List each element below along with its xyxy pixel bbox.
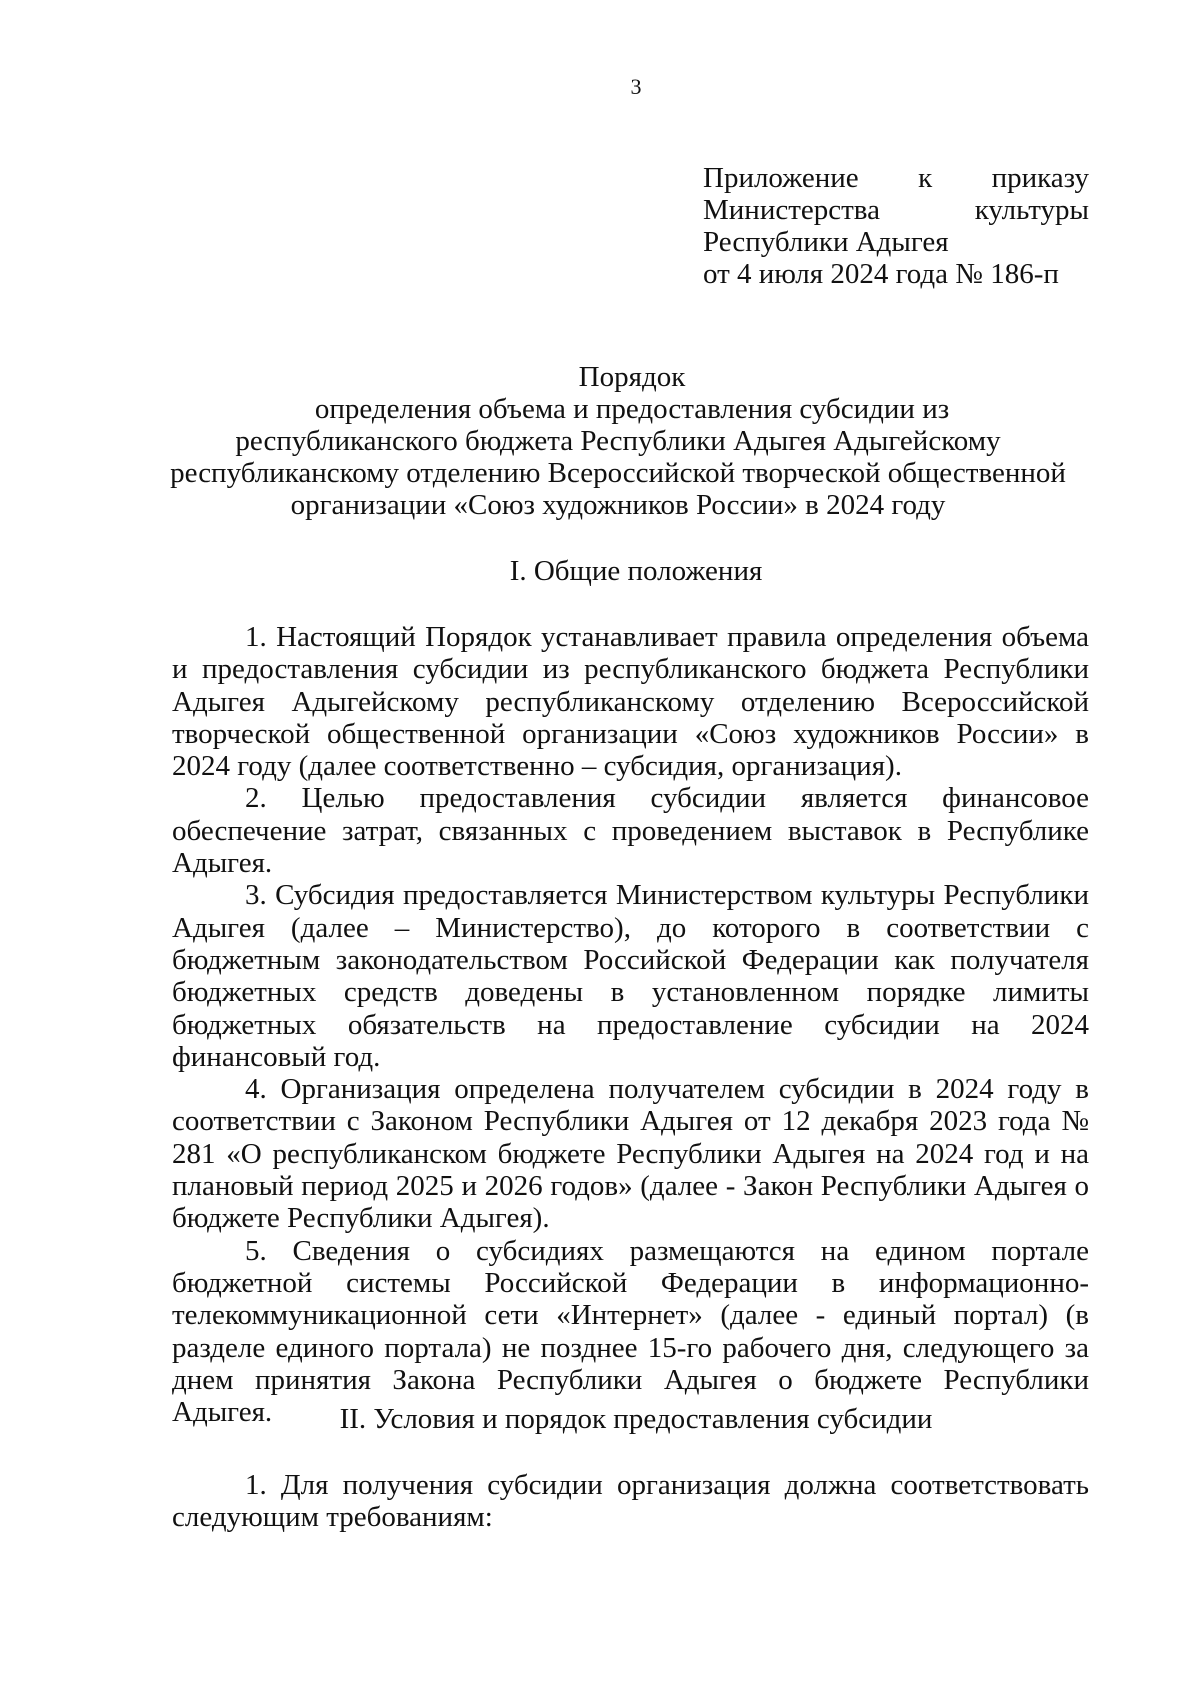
paragraph: 4. Организация определена получателем субсидии в 2024 году в соответствии с Законом Республики Адыгея от 12 декабря 2023 года № 281 «О республиканском бюджете Республики Адыгея на 2024 год и на плановый период 2025 и 2026 годов» (далее - Закон Республики Адыгея о бюджете Республики Адыгея). <box>172 1073 1089 1235</box>
section-1-body <box>172 621 1089 1428</box>
title-line: организации «Союз художников России» в 2024 году <box>290 489 946 521</box>
appendix-line-2 <box>703 194 1089 226</box>
paragraph: 5. Сведения о субсидиях размещаются на едином портале бюджетной системы Российской Федерации в информационно-телекоммуникационной сети «Интернет» (далее - единый портал) (в разделе единого портала) не позднее 15-го рабочего дня, следующего за днем принятия Закона Республики Адыгея о бюджете Республики Адыгея. <box>172 1234 1089 1429</box>
section-2-heading: II. Условия и порядок предоставления субсидии <box>339 1403 933 1435</box>
appendix-line-1 <box>703 162 1089 194</box>
section-2-body <box>172 1469 1089 1534</box>
paragraph: 2. Целью предоставления субсидии является финансовое обеспечение затрат, связанных с проведением выставок в Республике Адыгея. <box>172 782 1089 880</box>
appendix-word: Приложение <box>703 162 859 194</box>
title-line: республиканского бюджета Республики Адыгея Адыгейскому <box>235 425 1001 457</box>
paragraph: 3. Субсидия предоставляется Министерством культуры Республики Адыгея (далее – Министерство), до которого в соответствии с бюджетным законодательством Российской Федерации как получателя бюджетных средств доведены в установленном порядке лимиты бюджетных обязательств на предоставление субсидии на 2024 финансовый год. <box>172 879 1089 1073</box>
paragraph: 1. Настоящий Порядок устанавливает правила определения объема и предоставления субсидии из республиканского бюджета Республики Адыгея Адыгейскому республиканскому отделению Всероссийской творческой общественной организации «Союз художников России» в 2024 году (далее соответственно – субсидия, организация). <box>172 621 1089 783</box>
section-1-heading: I. Общие положения <box>509 555 763 587</box>
appendix-word: к <box>918 162 933 194</box>
page-number: 3 <box>630 74 642 99</box>
paragraph: 1. Для получения субсидии организация должна соответствовать следующим требованиям: <box>172 1469 1089 1534</box>
title-line: республиканскому отделению Всероссийской творческой общественной <box>170 457 1066 489</box>
appendix-block <box>703 162 1089 290</box>
appendix-line-4: от 4 июля 2024 года № 186-п <box>703 258 1059 290</box>
document-title <box>0 361 1200 521</box>
appendix-word: Министерства <box>703 194 880 226</box>
appendix-line-3: Республики Адыгея <box>703 226 949 258</box>
title-line: определения объема и предоставления субсидии из <box>314 393 950 425</box>
title-line: Порядок <box>578 361 686 393</box>
appendix-word: приказу <box>991 162 1089 194</box>
appendix-word: культуры <box>974 194 1089 226</box>
